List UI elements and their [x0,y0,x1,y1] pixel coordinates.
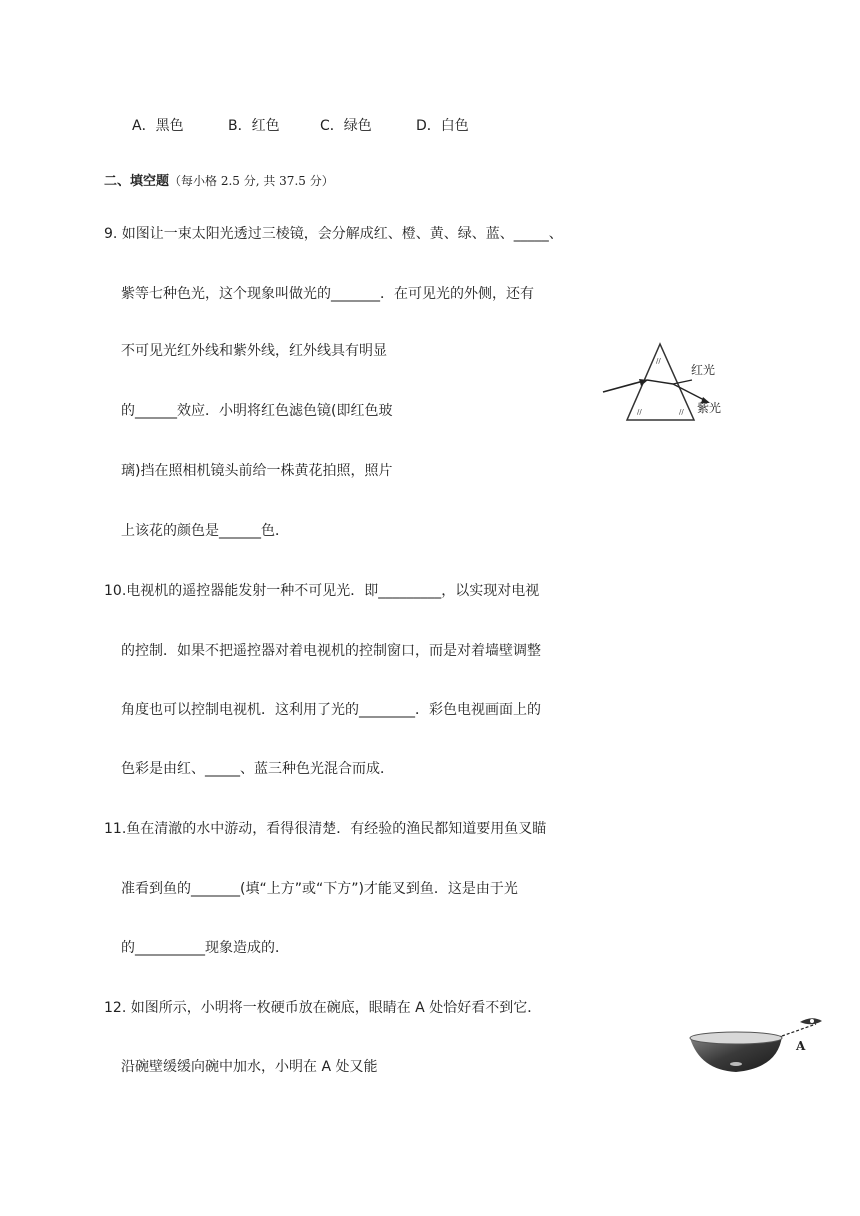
eye-pupil [810,1019,814,1023]
q11-line-3: 的__________现象造成的． [121,940,289,956]
red-light-label: 红光 [691,363,716,377]
option-b: B．红色 [228,118,280,134]
q10-line-4: 色彩是由红、_____、蓝三种色光混合而成． [121,761,394,777]
svg-text://: // [637,408,642,416]
section-note: （每小格 2.5 分, 共 37.5 分） [169,174,334,188]
q11-line-2: 准看到鱼的_______(填“上方”或“下方”)才能叉到鱼．这是由于光 [121,881,518,897]
section-title: 二、填空题 [104,174,170,189]
refracted-ray [647,380,673,384]
section-heading [104,170,334,189]
svg-text://: // [656,357,661,365]
bowl-rim [690,1032,782,1044]
q10-line-1: 10.电视机的遥控器能发射一种不可见光．即_________，以实现对电视 [104,583,540,599]
violet-light-label: 紫光 [697,401,722,415]
q10-line-3: 角度也可以控制电视机．这利用了光的________．彩色电视画面上的 [121,702,541,718]
point-a-label: A [796,1039,806,1053]
q12-line-2: 沿碗壁缓缓向碗中加水，小明在 A 处又能 [121,1059,378,1075]
q9-line-4: 的______效应．小明将红色滤色镜(即红色玻 [121,403,393,419]
prism-diagram [600,336,730,428]
q9-line-3: 不可见光红外线和紫外线，红外线具有明显 [121,343,387,359]
q11-line-1: 11.鱼在清澈的水中游动，看得很清楚．有经验的渔民都知道要用鱼叉瞄 [104,821,547,837]
option-c: C．绿色 [320,118,372,134]
incident-arrow [639,379,648,386]
q9-line-1: 9. 如图让一束太阳光透过三棱镜，会分解成红、橙、黄、绿、蓝、_____、 [104,226,563,242]
q9-line-2: 紫等七种色光，这个现象叫做光的_______．在可见光的外侧，还有 [121,286,534,302]
coin [730,1062,742,1066]
q9-line-5: 璃)挡在照相机镜头前给一株黄花拍照，照片 [121,463,393,479]
sight-line [782,1024,816,1036]
bowl-diagram [686,1012,836,1082]
option-d: D．白色 [416,118,469,134]
option-a: A．黑色 [132,118,184,134]
q10-line-2: 的控制．如果不把遥控器对着电视机的控制窗口，而是对着墙壁调整 [121,643,541,659]
q12-line-1: 12. 如图所示，小明将一枚硬币放在碗底，眼睛在 A 处恰好看不到它． [104,1000,542,1016]
svg-text://: // [679,408,684,416]
q9-line-6: 上该花的颜色是______色． [121,523,289,539]
